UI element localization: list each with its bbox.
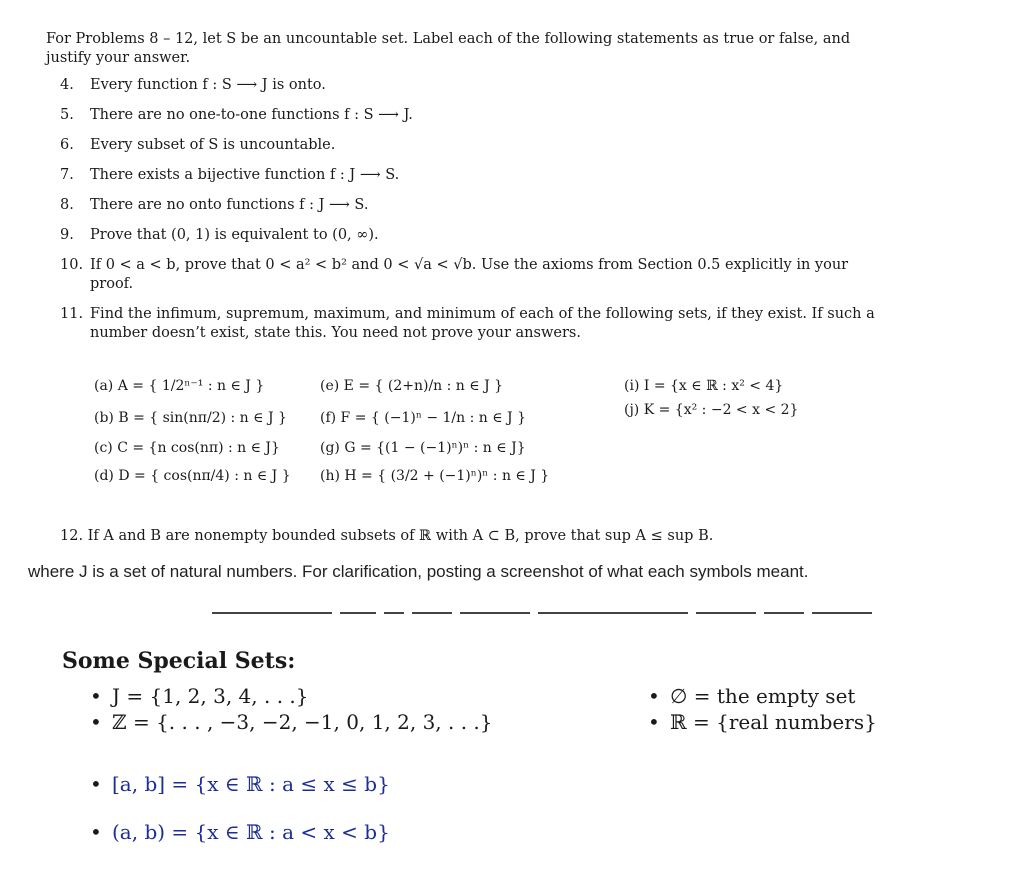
bullet-icon: • [648, 684, 660, 708]
special-set-item [648, 710, 877, 734]
problem-item [46, 305, 876, 343]
problem-number: 7. [60, 167, 74, 183]
special-set-text: J = {1, 2, 3, 4, . . .} [112, 684, 309, 708]
set-c: (c) C = {n cos(nπ) : n ∈ J} [94, 440, 280, 456]
problem-item [46, 256, 876, 305]
bullet-icon: • [90, 772, 102, 796]
problems-intro: For Problems 8 – 12, let S be an uncountable set. Label each of the following statements as true or false, and justify your answer. [46, 31, 851, 66]
special-set-text: (a, b) = {x ∈ ℝ : a < x < b} [112, 820, 390, 844]
problem-12 [60, 528, 713, 544]
special-set-text: ∅ = the empty set [670, 684, 856, 708]
bullet-icon: • [90, 710, 102, 734]
problem-number: 5. [60, 107, 74, 123]
problem-text: There exists a bijective function f : J ⟶ S. [90, 167, 400, 183]
set-f: (f) F = { (−1)ⁿ − 1/n : n ∈ J } [320, 410, 527, 426]
problem-number: 6. [60, 137, 74, 153]
bullet-icon: • [90, 684, 102, 708]
special-sets-section [62, 648, 295, 674]
problem-text: If 0 < a < b, prove that 0 < a² < b² and 0 < √a < √b. Use the axioms from Section 0.5 explicitly in your proof. [90, 257, 849, 292]
special-set-item [90, 684, 308, 708]
bullet-icon: • [90, 820, 102, 844]
set-g: (g) G = {(1 − (−1)ⁿ)ⁿ : n ∈ J} [320, 440, 526, 456]
sets-list [94, 368, 854, 518]
problem-text: Every function f : S ⟶ J is onto. [90, 77, 326, 93]
set-a: (a) A = { 1/2ⁿ⁻¹ : n ∈ J } [94, 378, 265, 394]
problem-text: There are no one-to-one functions f : S ⟶ J. [90, 107, 413, 123]
special-set-text: ℤ = {. . . , −3, −2, −1, 0, 1, 2, 3, . . .} [112, 710, 493, 734]
special-set-item [90, 710, 493, 734]
problem-item [46, 76, 876, 106]
note-text: where J is a set of natural numbers. For clarification, posting a screenshot of what each symbols meant. [28, 562, 809, 581]
set-h: (h) H = { (3/2 + (−1)ⁿ)ⁿ : n ∈ J } [320, 468, 550, 484]
problems-section [46, 30, 876, 343]
problem-item [46, 166, 876, 196]
problem-text: There are no onto functions f : J ⟶ S. [90, 197, 369, 213]
problem-item [46, 136, 876, 166]
special-set-item [90, 772, 390, 796]
problem-item [46, 226, 876, 256]
cropped-text-divider [212, 612, 922, 618]
problem-text: If A and B are nonempty bounded subsets of ℝ with A ⊂ B, prove that sup A ≤ sup B. [87, 528, 714, 544]
set-d: (d) D = { cos(nπ/4) : n ∈ J } [94, 468, 291, 484]
set-i: (i) I = {x ∈ ℝ : x² < 4} [624, 378, 784, 394]
problem-text: Every subset of S is uncountable. [90, 137, 336, 153]
problem-number: 12. [60, 528, 84, 544]
problem-text: Find the infimum, supremum, maximum, and minimum of each of the following sets, if they exist. If such a number doesn’t exist, state this. You need not prove your answers. [90, 306, 875, 341]
problem-number: 8. [60, 197, 74, 213]
problem-number: 9. [60, 227, 74, 243]
set-e: (e) E = { (2+n)/n : n ∈ J } [320, 378, 504, 394]
special-sets-title: Some Special Sets: [62, 648, 296, 674]
set-b: (b) B = { sin(nπ/2) : n ∈ J } [94, 410, 287, 426]
problem-item [46, 196, 876, 226]
special-set-item [648, 684, 855, 708]
special-set-text: [a, b] = {x ∈ ℝ : a ≤ x ≤ b} [112, 772, 390, 796]
problem-number: 10. [60, 257, 84, 273]
problem-item [46, 106, 876, 136]
problem-number: 11. [60, 306, 84, 322]
problem-text: Prove that (0, 1) is equivalent to (0, ∞). [90, 227, 379, 243]
special-set-text: ℝ = {real numbers} [670, 710, 877, 734]
set-j: (j) K = {x² : −2 < x < 2} [624, 402, 799, 418]
problem-number: 4. [60, 77, 74, 93]
special-set-item [90, 820, 390, 844]
bullet-icon: • [648, 710, 660, 734]
